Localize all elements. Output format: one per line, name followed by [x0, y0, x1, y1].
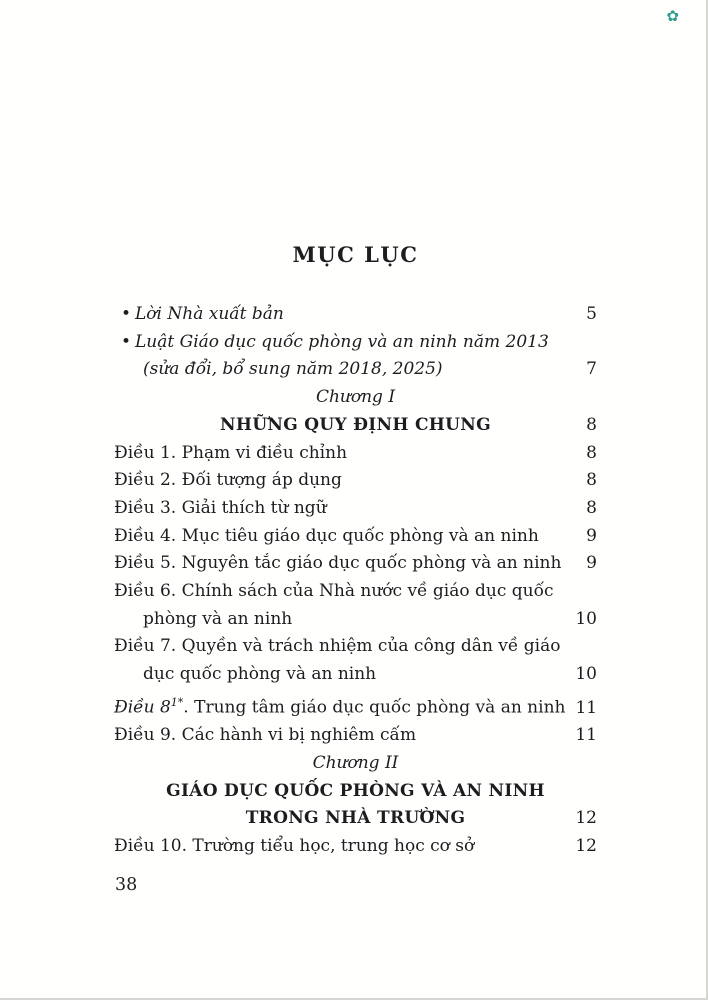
table-of-contents: [114, 242, 597, 861]
chapter-label-text: Chương I: [315, 387, 396, 408]
toc-entry-text: Luật Giáo dục quốc phòng và an ninh năm 2013: [135, 331, 549, 352]
toc-entry-page: 11: [575, 725, 597, 746]
toc-entry: [114, 467, 597, 495]
chapter-title-text: NHỮNG QUY ĐỊNH CHUNG: [220, 414, 491, 435]
toc-entry-page: 5: [586, 304, 597, 324]
bullet-icon: •: [121, 331, 132, 352]
chapter-title: [114, 412, 597, 440]
article-rest: . Trung tâm giáo dục quốc phòng và an ninh: [183, 697, 566, 718]
toc-entry-page: 8: [586, 497, 597, 518]
toc-entry-text: dục quốc phòng và an ninh: [143, 664, 377, 685]
chapter-title-continuation: [114, 805, 597, 833]
toc-entry-continuation: [114, 606, 597, 634]
page-title: MỤC LỤC: [292, 242, 419, 267]
toc-entry: [114, 722, 597, 750]
toc-entry-text: phòng và an ninh: [143, 608, 293, 629]
toc-entry: [114, 633, 597, 661]
toc-entry: [114, 523, 597, 551]
article-lead-italic: Điều 8: [114, 697, 171, 718]
toc-entry: [114, 550, 597, 578]
toc-entry-text: Điều 10. Trường tiểu học, trung học cơ sở: [114, 836, 475, 857]
toc-entry-text: Điều 2. Đối tượng áp dụng: [114, 470, 342, 491]
toc-entry-text: Điều 1. Phạm vi điều chỉnh: [114, 442, 348, 463]
toc-entry-text: Điều 7. Quyền và trách nhiệm của công dân về giáo: [114, 636, 561, 657]
chapter-label: [114, 750, 597, 778]
chapter-label-text: Chương II: [312, 752, 399, 773]
toc-entry-text: (sửa đổi, bổ sung năm 2018, 2025): [143, 359, 443, 380]
toc-entry: [114, 833, 597, 861]
toc-entry: [114, 440, 597, 468]
toc-entry-page: 10: [575, 664, 597, 685]
toc-entry-text: Điều 9. Các hành vi bị nghiêm cấm: [114, 725, 417, 746]
footnote-marker: 1*: [170, 695, 184, 709]
toc-entry-text: Lời Nhà xuất bản: [135, 304, 284, 324]
toc-entry-page: 9: [586, 553, 597, 574]
toc-entry-text: Điều 4. Mục tiêu giáo dục quốc phòng và an ninh: [114, 525, 539, 546]
chapter-title: [114, 778, 597, 806]
toc-entry-continuation: [114, 661, 597, 689]
toc-entry-page: 12: [575, 808, 597, 829]
flower-ornament-icon: ✿: [666, 7, 679, 25]
folio-page-number: 38: [115, 875, 138, 895]
toc-entry: [114, 301, 597, 329]
chapter-label: [114, 384, 597, 412]
toc-entry-page: 8: [586, 470, 597, 491]
toc-entry-text: Điều 5. Nguyên tắc giáo dục quốc phòng và an ninh: [114, 553, 562, 574]
toc-entry-page: 8: [586, 442, 597, 463]
toc-entry-page: 12: [575, 836, 597, 857]
toc-entry-page: 9: [586, 525, 597, 546]
toc-entry-text: [114, 689, 565, 722]
toc-entry: [114, 578, 597, 606]
toc-entry-page: 8: [586, 414, 597, 435]
toc-entry-page: 7: [586, 359, 597, 380]
chapter-title-text: TRONG NHÀ TRƯỜNG: [245, 808, 466, 829]
toc-entry-page: 11: [575, 697, 598, 718]
toc-entry: [114, 689, 597, 722]
toc-entry-text: Điều 3. Giải thích từ ngữ: [114, 497, 327, 518]
toc-entry: [114, 495, 597, 523]
chapter-title-text: GIÁO DỤC QUỐC PHÒNG VÀ AN NINH: [166, 780, 545, 801]
toc-entry-continuation: [114, 356, 597, 384]
toc-entry-page: 10: [575, 608, 597, 629]
toc-entry-text: Điều 6. Chính sách của Nhà nước về giáo dục quốc: [114, 581, 554, 602]
toc-entry: [114, 329, 597, 357]
bullet-icon: •: [121, 304, 132, 324]
